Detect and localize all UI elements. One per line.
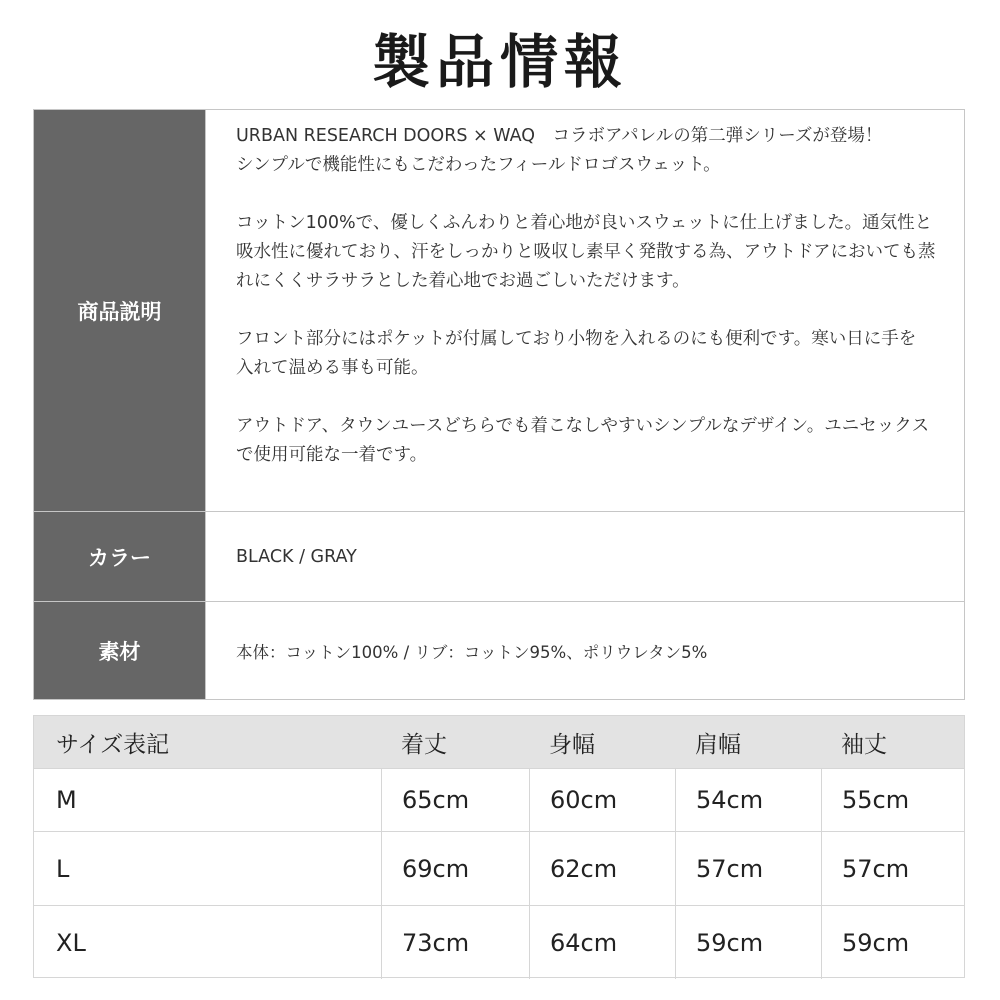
color-value: BLACK / GRAY: [236, 546, 357, 567]
table-row: [34, 831, 964, 905]
description-line: で使用可能な一着です。: [236, 445, 428, 465]
material-label: 素材: [34, 602, 206, 699]
description-row: [34, 110, 964, 512]
description-line: コットン100%で、優しくふんわりと着心地が良いスウェットに仕上げました。通気性と: [236, 213, 933, 233]
size-cell: M: [56, 786, 77, 814]
description-paragraph: [236, 122, 954, 180]
length-cell: 65cm: [381, 769, 529, 831]
description-line: れにくくサラサラとした着心地でお過ごしいただけます。: [236, 271, 690, 291]
description-line: シンプルで機能性にもこだわったフィールドロゴスウェット。: [236, 155, 721, 175]
sleeve-length-cell: 55cm: [821, 769, 966, 831]
header-body-width: 身幅: [549, 731, 595, 758]
body-width-cell: 64cm: [529, 906, 675, 979]
description-label: 商品説明: [34, 110, 206, 511]
description-line: アウトドア、タウンユースどちらでも着こなしやすいシンプルなデザイン。ユニセックス: [236, 416, 930, 436]
sleeve-length-cell: 57cm: [821, 832, 966, 905]
header-shoulder-width: 肩幅: [695, 731, 741, 758]
color-label: カラー: [34, 512, 206, 601]
length-cell: 69cm: [381, 832, 529, 905]
body-width-cell: 60cm: [529, 769, 675, 831]
size-table: [33, 715, 965, 978]
material-row: [34, 602, 964, 699]
description-line: 入れて温める事も可能。: [236, 358, 429, 378]
header-sleeve-length: 袖丈: [841, 731, 887, 758]
body-width-cell: 62cm: [529, 832, 675, 905]
table-row: [34, 905, 964, 979]
shoulder-width-cell: 57cm: [675, 832, 821, 905]
shoulder-width-cell: 59cm: [675, 906, 821, 979]
product-info-table: [33, 109, 965, 700]
size-cell: XL: [56, 928, 86, 957]
size-cell: L: [56, 854, 70, 883]
length-cell: 73cm: [381, 906, 529, 979]
description-body: [236, 122, 954, 470]
size-table-header: [34, 716, 964, 768]
description-paragraph: [236, 325, 954, 383]
shoulder-width-cell: 54cm: [675, 769, 821, 831]
color-row: [34, 512, 964, 602]
description-paragraph: [236, 412, 954, 470]
page-title: 製品情報: [371, 28, 628, 96]
sleeve-length-cell: 59cm: [821, 906, 966, 979]
description-paragraph: [236, 209, 954, 296]
header-length: 着丈: [401, 731, 447, 758]
header-size-label: サイズ表記: [56, 731, 170, 758]
description-line: フロント部分にはポケットが付属しており小物を入れるのにも便利です。寒い日に手を: [236, 329, 917, 349]
material-value: 本体：コットン100% / リブ：コットン95%、ポリウレタン5%: [236, 642, 708, 662]
table-row: [34, 768, 964, 831]
description-line: 吸水性に優れており、汗をしっかりと吸収し素早く発散する為、アウトドアにおいても蒸: [236, 242, 936, 262]
description-line: URBAN RESEARCH DOORS × WAQ コラボアパレルの第二弾シリーズが登場！: [236, 126, 883, 146]
description-cell: [206, 110, 964, 511]
